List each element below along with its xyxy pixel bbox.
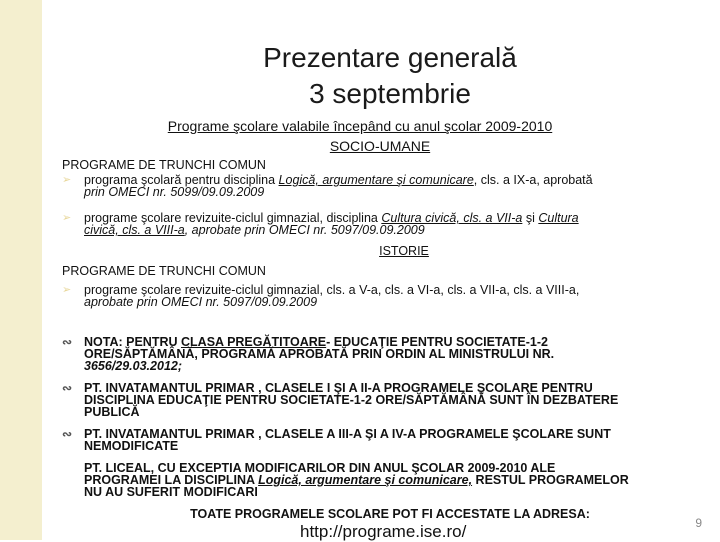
section-istorie-text: ISTORIE	[379, 244, 429, 258]
subtitle	[0, 118, 720, 134]
section-socio-umane-text: SOCIO-UMANE	[329, 138, 431, 154]
arrow-bullet-icon: ➢	[62, 212, 72, 224]
subtitle-text: Programe şcolare valabile începând cu anul şcolar 2009-2010	[167, 118, 553, 134]
trunchi-heading-2: PROGRAME DE TRUNCHI COMUN	[62, 264, 266, 278]
arrow-bullet-icon: ➢	[62, 174, 72, 186]
left-sidebar-stripe	[0, 0, 42, 540]
section-socio-umane-title	[20, 138, 720, 154]
note-text-line3: 3656/29.03.2012;	[84, 359, 183, 373]
page-number: 9	[695, 516, 702, 530]
title-line-1: Prezentare generală	[263, 42, 517, 73]
note-text-line2: DISCIPLINA EDUCAŢIE PENTRU SOCIETATE-1-2 ORE/SĂPTĂMÂNĂ SUNT ÎN DEZBATERE	[84, 393, 619, 407]
logica-link[interactable]: Logică, argumentare şi comunicare	[278, 173, 474, 187]
note-text: PT. LICEAL, CU EXCEPTIA MODIFICARILOR DIN ANUL ŞCOLAR 2009-2010 ALE	[84, 461, 556, 475]
logica-link-2[interactable]: Logică, argumentare şi comunicare,	[258, 473, 473, 487]
bullet-text-mid: şi	[522, 211, 539, 225]
note-text: NOTA: PENTRU	[84, 335, 181, 349]
note-text-line3: NU AU SUFERIT MODIFICARI	[84, 485, 258, 499]
scroll-bullet-icon: ∾	[62, 335, 73, 349]
bullet-text-post: , aprobate prin OMECI nr. 5097/09.09.2009	[184, 223, 425, 237]
note-text-line3: PUBLICĂ	[84, 405, 140, 419]
footer-text: TOATE PROGRAMELE SCOLARE POT FI ACCESTATE LA ADRESA:	[190, 507, 590, 521]
programe-url-link[interactable]: http://programe.ise.ro/	[300, 522, 467, 541]
cultura-civica-viii-link[interactable]: Cultura	[538, 211, 579, 225]
cultura-civica-vii-link[interactable]: Cultura civică, cls. a VII-a	[381, 211, 523, 225]
arrow-bullet-icon: ➢	[62, 284, 72, 296]
note-text: PT. INVATAMANTUL PRIMAR , CLASELE A III-A ŞI A IV-A PROGRAMELE ŞCOLARE SUNT	[84, 427, 611, 441]
note-text-line2: NEMODIFICATE	[84, 439, 179, 453]
section-istorie-title	[44, 243, 720, 259]
bullet-text: programe şcolare revizuite-ciclul gimnazial, cls. a V-a, cls. a VI-a, cls. a VII-a, cls. a VIII-a,	[84, 283, 580, 297]
bullet-text-post: , cls. a IX-a, aprobată	[473, 173, 593, 187]
title-line-2: 3 septembrie	[309, 78, 471, 109]
trunchi-heading-1: PROGRAME DE TRUNCHI COMUN	[62, 158, 266, 172]
scroll-bullet-icon: ∾	[62, 381, 73, 395]
note-text: PT. INVATAMANTUL PRIMAR , CLASELE I ŞI A II-A PROGRAMELE ŞCOLARE PENTRU	[84, 381, 593, 395]
note-text-line2: ORE/SĂPTĂMÂNĂ, PROGRAMĂ APROBATĂ PRIN ORDIN AL MINISTRULUI NR.	[84, 347, 555, 361]
cultura-civica-viii-link-cont[interactable]: civică, cls. a VIII-a	[84, 223, 185, 237]
bullet-text-line2: aprobate prin OMECI nr. 5097/09.09.2009	[84, 295, 318, 309]
note-text-line2-post: RESTUL PROGRAMELOR	[472, 473, 629, 487]
bullet-text: programe şcolare revizuite-ciclul gimnazial, disciplina	[84, 211, 382, 225]
scroll-bullet-icon: ∾	[62, 427, 73, 441]
note-text-post: - EDUCAŢIE PENTRU SOCIETATE-1-2	[326, 335, 548, 349]
slide-title	[180, 40, 600, 112]
bullet-text-line2: prin OMECI nr. 5099/09.09.2009	[84, 185, 265, 199]
bullet-text: programa şcolară pentru disciplina	[84, 173, 279, 187]
note-underlined: CLASA PREGĂTITOARE	[181, 335, 327, 349]
note-text-line2: PROGRAMEI LA DISCIPLINA	[84, 473, 259, 487]
